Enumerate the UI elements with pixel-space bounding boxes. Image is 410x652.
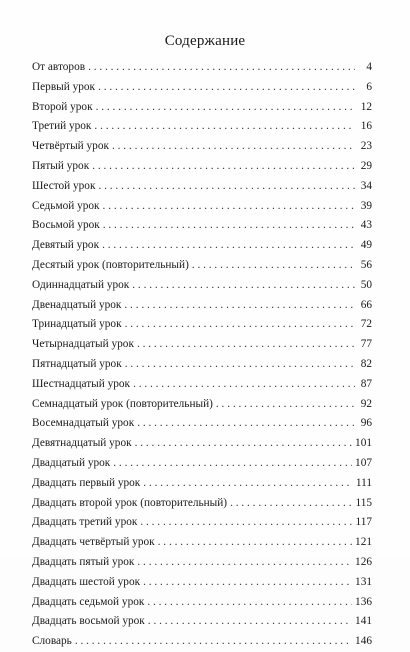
toc-entry[interactable] [32,296,372,316]
toc-entry-label: Пятнадцатый урок [32,357,122,370]
toc-leader-dots [230,494,352,514]
toc-entry-label: От авторов [32,61,86,73]
toc-entry-label: Восьмой урок [32,219,100,232]
toc-page-number: 117 [355,516,372,529]
toc-page-number: 121 [355,536,372,549]
toc-entry[interactable] [32,98,372,118]
toc-entry[interactable] [32,216,372,236]
toc-entry-label: Двенадцатый урок [32,298,122,311]
toc-entry[interactable] [32,474,372,494]
toc-page-number: 66 [360,298,372,311]
toc-page-number: 115 [355,496,372,509]
toc-leader-dots [103,216,355,236]
toc-leader-dots [135,434,352,454]
toc-entry-label: Словарь [32,635,72,648]
toc-entry-label: Седьмой урок [32,199,100,212]
toc-entry[interactable] [32,117,372,137]
toc-page-number: 92 [360,397,372,410]
toc-entry-label: Двадцать пятый урок [32,555,135,568]
toc-leader-dots [124,296,355,316]
toc-page-number: 49 [360,239,372,252]
toc-page-number: 136 [355,595,372,608]
toc-entry[interactable] [32,414,372,434]
toc-entry[interactable] [32,276,372,296]
toc-entry-label: Девятнадцатый урок [32,437,132,450]
toc-entry[interactable] [32,58,372,78]
toc-page-number: 16 [360,120,372,133]
toc-entry[interactable] [32,632,372,652]
toc-page-number: 87 [360,377,372,390]
toc-page-number: 39 [360,199,372,212]
toc-leader-dots [143,474,353,494]
toc-leader-dots [75,632,352,652]
toc-leader-dots [103,197,355,217]
toc-page-number: 34 [360,179,372,192]
toc-page-number: 72 [360,318,372,331]
toc-entry[interactable] [32,315,372,335]
toc-leader-dots [92,157,355,177]
toc-entry-label: Семнадцатый урок (повторительный) [32,397,213,410]
toc-leader-dots [137,414,355,434]
toc-page-number: 126 [355,555,372,568]
toc-entry-label: Двадцать шестой урок [32,575,141,588]
toc-entry-label: Четвёртый урок [32,140,109,153]
toc-page-number: 82 [360,357,372,370]
toc-page-number: 23 [360,140,372,153]
toc-entry[interactable] [32,494,372,514]
toc-entry[interactable] [32,553,372,573]
toc-entry[interactable] [32,375,372,395]
toc-leader-dots [147,593,352,613]
toc-leader-dots [98,78,355,98]
toc-entry-label: Восемнадцатый урок [32,417,135,430]
toc-leader-dots [143,573,352,593]
toc-page-number: 6 [366,80,372,93]
toc-leader-dots [148,612,352,632]
toc-leader-dots [133,375,355,395]
toc-entry[interactable] [32,335,372,355]
page-title: Содержание [164,33,246,49]
toc-entry[interactable] [32,236,372,256]
toc-entry-label: Двадцать четвёртый урок [32,536,155,549]
toc-leader-dots [137,553,352,573]
toc-entry-label: Двадцать первый урок [32,476,141,489]
toc-leader-dots [140,513,352,533]
toc-entry[interactable] [32,533,372,553]
toc-entry-label: Десятый урок (повторительный) [32,258,189,271]
toc-entry[interactable] [32,355,372,375]
toc-entry[interactable] [32,256,372,276]
toc-entry[interactable] [32,513,372,533]
toc-page-number: 101 [355,437,372,450]
toc-entry[interactable] [32,137,372,157]
toc-leader-dots [88,58,355,78]
toc-leader-dots [158,533,352,553]
toc-page-number: 12 [360,100,372,113]
toc-page-number: 29 [360,159,372,172]
toc-entry[interactable] [32,177,372,197]
toc-page-number: 43 [360,219,372,232]
toc-leader-dots [137,335,355,355]
toc-page-number: 111 [355,476,372,489]
toc-leader-dots [132,276,355,296]
toc-page-number: 56 [360,258,372,271]
toc-entry-label: Двадцать третий урок [32,516,138,529]
toc-entry-label: Тринадцатый урок [32,318,122,331]
toc-entry-label: Четырнадцатый урок [32,338,134,351]
toc-entry[interactable] [32,593,372,613]
toc-entry-label: Двадцать седьмой урок [32,595,145,608]
toc-entry-label: Первый урок [32,80,96,93]
toc-leader-dots [192,256,355,276]
toc-entry-label: Второй урок [32,100,93,113]
toc-entry[interactable] [32,434,372,454]
toc-page-number: 4 [366,61,372,73]
toc-entry[interactable] [32,78,372,98]
toc-page-number: 96 [360,417,372,430]
toc-leader-dots [98,177,355,197]
toc-entry[interactable] [32,157,372,177]
toc-entry[interactable] [32,197,372,217]
toc-entry-label: Шестой урок [32,179,96,192]
toc-page-number: 146 [355,635,372,648]
toc-page-number: 141 [355,615,372,628]
toc-entry-label: Пятый урок [32,159,90,172]
toc-page-number: 77 [360,338,372,351]
toc-leader-dots [112,137,355,157]
toc-leader-dots [94,117,355,137]
toc-entry[interactable] [32,612,372,632]
toc-entry-label: Третий урок [32,120,92,133]
table-of-contents [32,58,372,652]
toc-leader-dots [216,395,355,415]
toc-page-number: 107 [355,456,372,469]
toc-entry-label: Шестнадцатый урок [32,377,131,390]
toc-page-number: 50 [360,278,372,291]
toc-leader-dots [102,236,355,256]
toc-entry-label: Двадцать второй урок (повторительный) [32,496,228,509]
toc-entry[interactable] [32,573,372,593]
toc-entry-label: Одиннадцатый урок [32,278,130,291]
toc-entry[interactable] [32,454,372,474]
toc-page-number: 131 [355,575,372,588]
toc-leader-dots [96,98,355,118]
toc-entry-label: Двадцать восьмой урок [32,615,145,628]
toc-leader-dots [125,315,355,335]
toc-entry-label: Двадцатый урок [32,456,111,469]
toc-entry[interactable] [32,395,372,415]
toc-leader-dots [125,355,355,375]
toc-entry-label: Девятый урок [32,239,100,252]
toc-leader-dots [113,454,352,474]
